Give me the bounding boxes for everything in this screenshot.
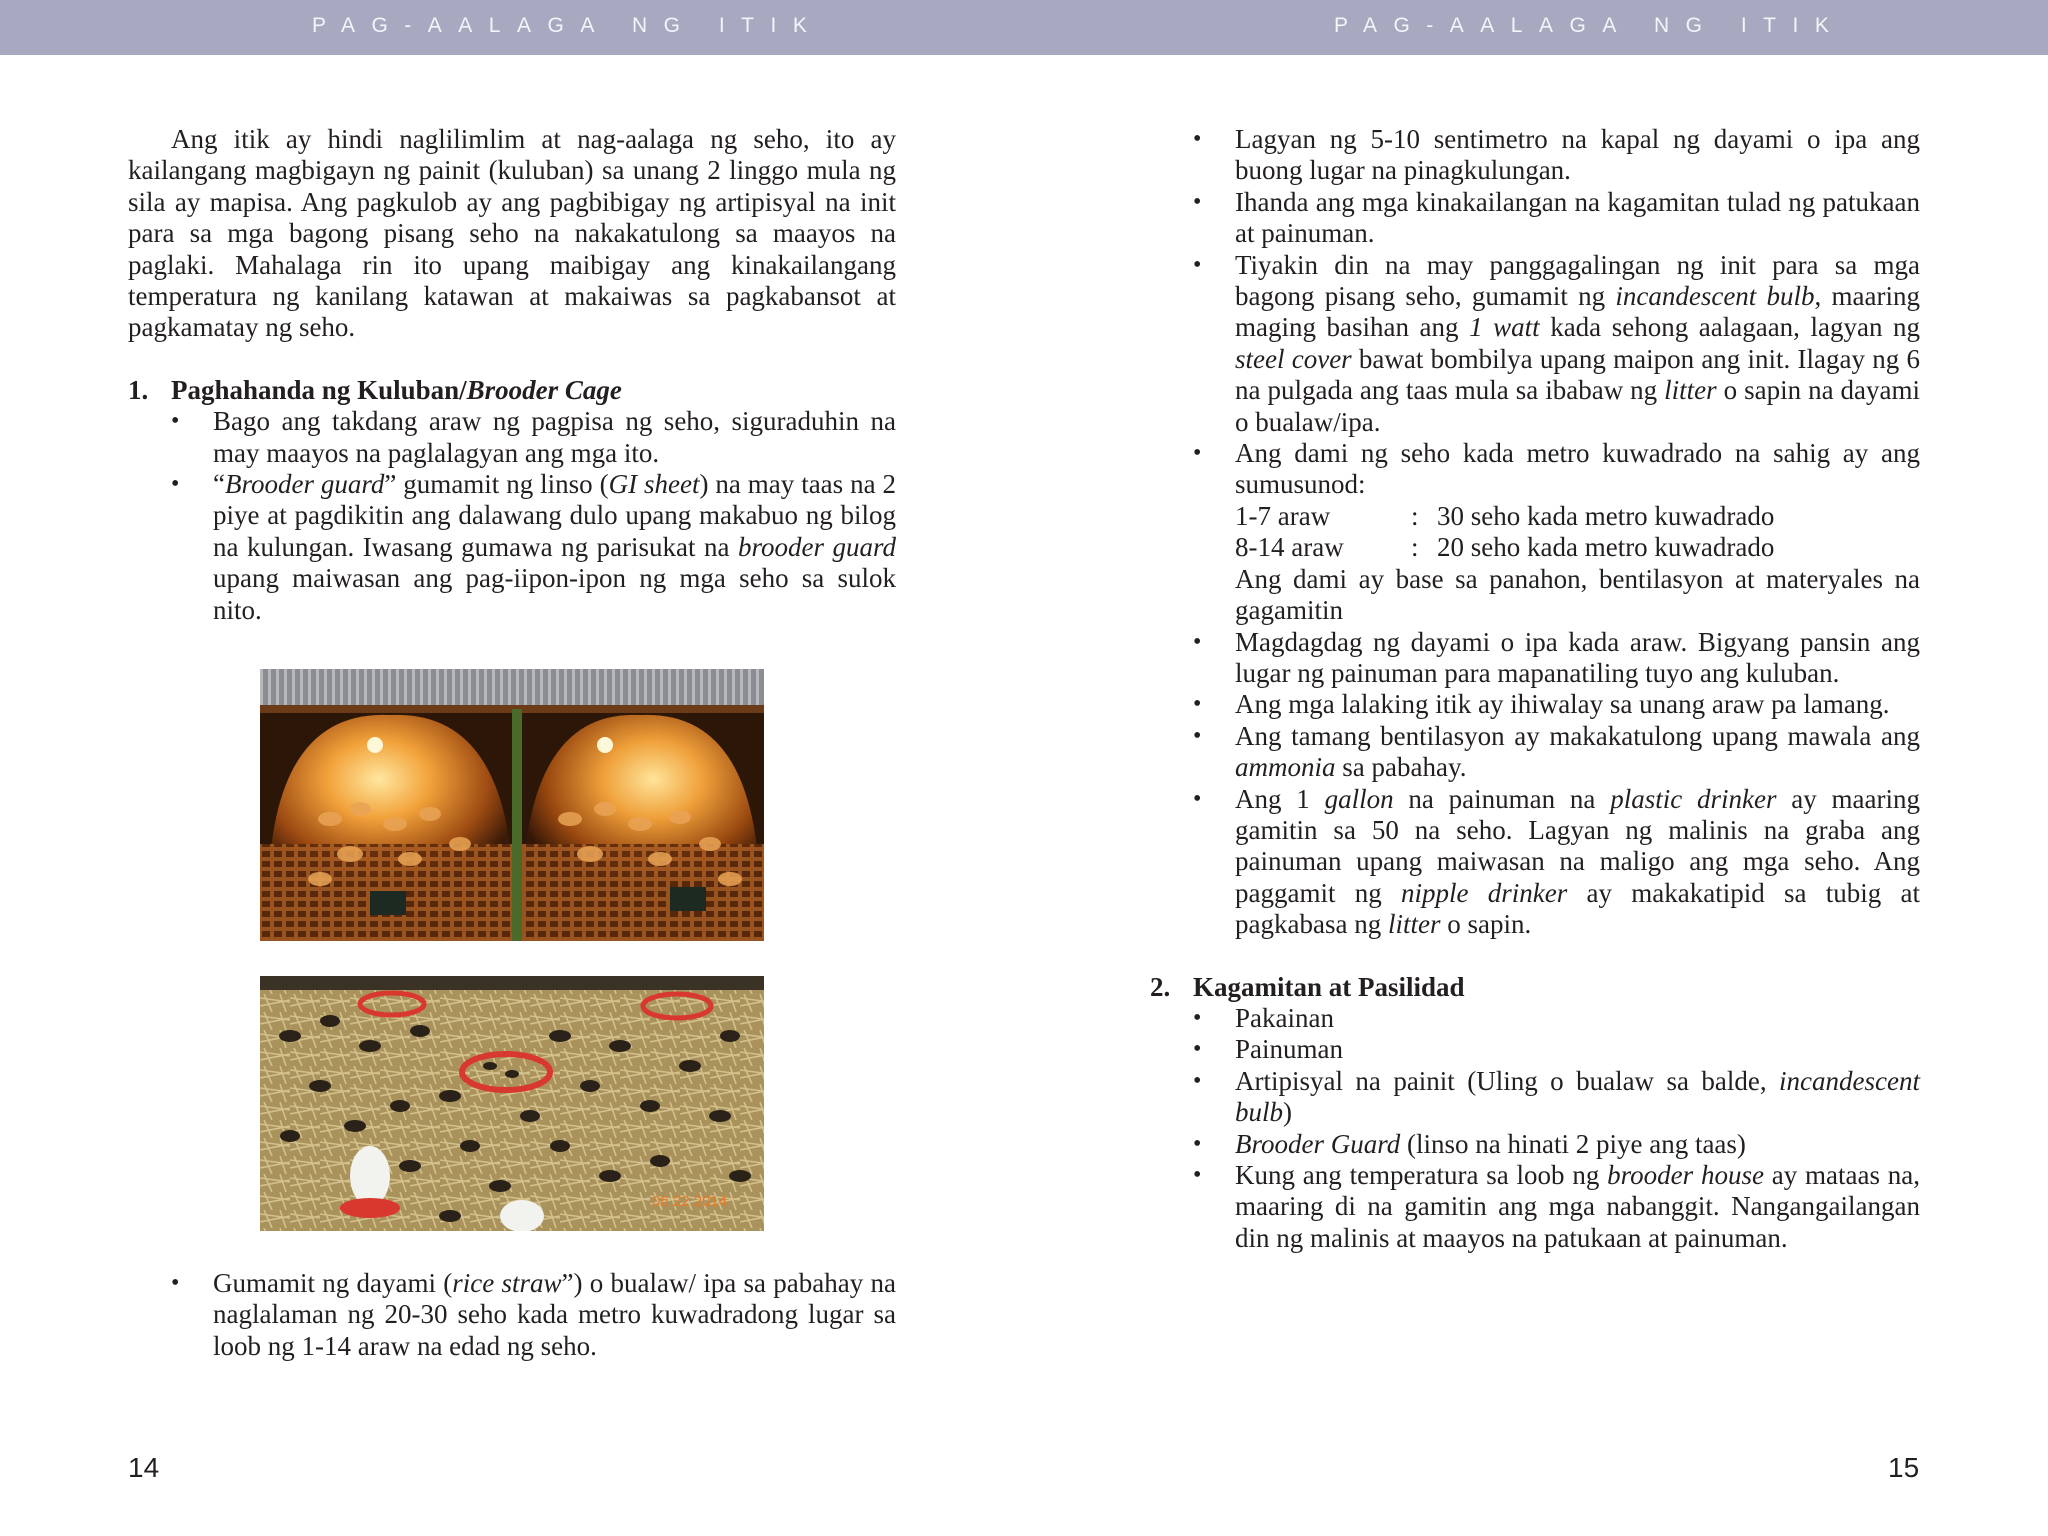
bullet-text: bawat bombilya upang maipon ang init. Ilagay ng 6 na pulgada ang taas mula sa ibabaw ng xyxy=(1235,343,1920,406)
bullet-italic: rice straw xyxy=(452,1268,562,1298)
bullet-italic: steel cover xyxy=(1235,343,1352,374)
list-item xyxy=(128,469,896,626)
density-intro: • Ang dami ng seho kada metro kuwadrado na sahig ay ang sumusunod: xyxy=(1235,438,1920,500)
bullet-text: Ang mga lalaking itik ay ihiwalay sa unang araw pa lamang. xyxy=(1235,689,1890,720)
bullet-text: ay mataas na, maaring di na gamitin ang mga nabanggit. Nangangailangan din ng malinis at maayos na patukaan at painuman. xyxy=(1235,1160,1920,1253)
bullet-text: Gumamit ng dayami ( xyxy=(213,1268,453,1298)
section-1-title-italic: Brooder Cage xyxy=(466,374,622,405)
intro-paragraph: Ang itik ay hindi naglilimlim at nag-aalaga ng seho, ito ay kailangang magbigayn ng painit (kuluban) sa unang 2 linggo mula ng sila ay mapisa. Ang pagkulob ay ang pagbibigay ng artipisyal na init para sa mga bagong pisang seho na nakakatulong sa maayos na paglaki. Mahalaga rin ito upang maibigay ang kinakailangang temperatura ng kanilang katawan at makaiwas sa pagkabansot at pagkamatay ng seho. xyxy=(128,124,896,343)
density-colon: : xyxy=(1411,532,1419,563)
brooder-lamps-photo xyxy=(260,669,764,941)
bullet-text: Artipisyal na painit (Uling o bualaw sa balde, xyxy=(1235,1065,1780,1096)
section-1-title: Paghahanda ng Kuluban/ xyxy=(171,374,467,405)
brooder-bullets xyxy=(1150,124,1920,941)
bullet-text: Tiyakin din na may panggagalingan ng init para sa mga bagong pisang seho, gumamit ng xyxy=(1235,249,1920,312)
bullet-italic: GI sheet xyxy=(608,469,700,500)
bullet-text: kada sehong aalagaan, lagyan ng xyxy=(1539,312,1920,343)
density-row-1 xyxy=(1235,501,1920,532)
bullet-italic: gallon xyxy=(1324,783,1394,814)
bullet-italic: incandescent bulb xyxy=(1235,1065,1920,1128)
bullet-italic: litter xyxy=(1387,909,1441,940)
bullet-text: Ang 1 xyxy=(1235,783,1325,814)
density-note: Ang dami ay base sa panahon, bentilasyon at materyales na gagamitin xyxy=(1235,563,1920,626)
bullet-text: o sapin. xyxy=(1440,909,1532,940)
left-page-text-top xyxy=(128,124,896,626)
bullet-text: sa pabahay. xyxy=(1335,752,1467,783)
density-age: 1-7 araw xyxy=(1235,500,1331,531)
list-item xyxy=(1150,124,1920,187)
bullet-italic: brooder house xyxy=(1607,1160,1764,1190)
bullet-text: ) xyxy=(1283,1097,1293,1128)
list-item xyxy=(1150,250,1920,438)
bullet-text: , maaring maging basihan ang xyxy=(1235,281,1920,343)
bullet-text: ” gumamit ng linso ( xyxy=(384,469,609,500)
density-age: 8-14 araw xyxy=(1235,532,1344,563)
list-item xyxy=(128,1268,896,1362)
bullet-text: ”) o bualaw/ ipa sa pabahay na naglalaman ng 20-30 seho kada metro kuwadradong lugar sa loob ng 1-14 araw na edad ng seho. xyxy=(213,1268,897,1361)
bullet-italic: ammonia xyxy=(1235,752,1336,783)
section-2-bullets xyxy=(1150,1003,1920,1254)
page-number-left: 14 xyxy=(128,1452,160,1483)
list-item xyxy=(1150,1160,1920,1254)
ducklings-straw-photo xyxy=(260,976,764,1231)
list-item xyxy=(128,406,896,469)
bullet-text: ay maaring gamitin sa 50 na seho. Lagyan ng malinis na graba ang painuman upang maiwasan na maligo ang mga seho. Ang paggamit ng xyxy=(1235,783,1920,908)
section-2-number: 2. xyxy=(1150,971,1171,1002)
left-page-text-bottom xyxy=(128,1268,896,1362)
bullet-text: Ihanda ang mga kinakailangan na kagamitan tulad ng patukaan at painuman. xyxy=(1235,186,1920,249)
density-value: 30 seho kada metro kuwadrado xyxy=(1437,500,1775,531)
density-row-2 xyxy=(1235,532,1920,563)
density-colon: : xyxy=(1411,500,1419,531)
bullet-italic: plastic drinker xyxy=(1610,783,1777,814)
bullet-text: ay makakatipid sa tubig at pagkabasa ng xyxy=(1235,877,1920,940)
right-page-text xyxy=(1150,124,1920,1254)
list-item xyxy=(1150,1003,1920,1034)
list-item xyxy=(1150,689,1920,720)
bullet-italic: Brooder guard xyxy=(224,469,385,500)
bullet-text: na painuman na xyxy=(1393,783,1611,814)
bullet-text: (linso na hinati 2 piye ang taas) xyxy=(1400,1128,1746,1159)
bullet-text: Kung ang temperatura sa loob ng xyxy=(1235,1160,1608,1190)
bullet-italic: litter xyxy=(1664,375,1717,406)
bullet-italic: nipple drinker xyxy=(1401,877,1568,908)
running-header-right: PAG-AALAGA NG ITIK xyxy=(1334,14,1846,37)
bullet-italic: Brooder Guard xyxy=(1235,1128,1401,1159)
bullet-text: Magdagdag ng dayami o ipa kada araw. Bigyang pansin ang lugar ng painuman para mapanatiling tuyo ang kuluban. xyxy=(1235,626,1920,688)
list-item xyxy=(1150,187,1920,250)
bullet-text: Lagyan ng 5-10 sentimetro na kapal ng dayami o ipa ang buong lugar na pinagkulungan. xyxy=(1235,124,1920,186)
section-2-title: Kagamitan at Pasilidad xyxy=(1193,971,1465,1002)
running-header-left: PAG-AALAGA NG ITIK xyxy=(312,14,824,37)
bullet-italic: incandescent bulb xyxy=(1615,281,1815,312)
bullet-text: Pakainan xyxy=(1235,1002,1334,1033)
density-value: 20 seho kada metro kuwadrado xyxy=(1437,532,1775,563)
bullet-text: Ang tamang bentilasyon ay makakatulong upang mawala ang xyxy=(1235,720,1920,751)
bullet-text: Bago ang takdang araw ng pagpisa ng seho, siguraduhin na may maayos na paglalagyan ang mga ito. xyxy=(213,406,896,468)
list-item xyxy=(1150,721,1920,784)
section-1-bullets xyxy=(128,406,896,626)
section-1-number: 1. xyxy=(128,374,149,405)
bullet-text: “ xyxy=(213,469,225,500)
photo-date-stamp: 06 22 2014 xyxy=(652,1193,728,1210)
list-item xyxy=(1150,1034,1920,1065)
section-2-heading xyxy=(1150,972,1920,1003)
page-number-right: 15 xyxy=(1888,1452,1920,1483)
bullet-text: upang maiwasan ang pag-iipon-ipon ng mga seho sa sulok nito. xyxy=(213,563,896,625)
bullet-text: o sapin na dayami o bualaw/ipa. xyxy=(1235,375,1920,437)
section-1-heading xyxy=(128,375,896,406)
section-1-bullets-continued xyxy=(128,1268,896,1362)
list-item xyxy=(1150,627,1920,690)
list-item xyxy=(1150,1066,1920,1129)
bullet-text: ) na may taas na 2 piye at pagdikitin ang dalawang dulo upang makabuo ng bilog na kulungan. Iwasang gumawa ng parisukat na xyxy=(213,469,896,562)
bullet-text: Painuman xyxy=(1235,1034,1343,1065)
bullet-italic: 1 watt xyxy=(1469,312,1540,343)
list-item xyxy=(1150,438,1920,626)
bullet-italic: brooder guard xyxy=(738,531,896,562)
list-item xyxy=(1150,784,1920,941)
list-item xyxy=(1150,1129,1920,1160)
